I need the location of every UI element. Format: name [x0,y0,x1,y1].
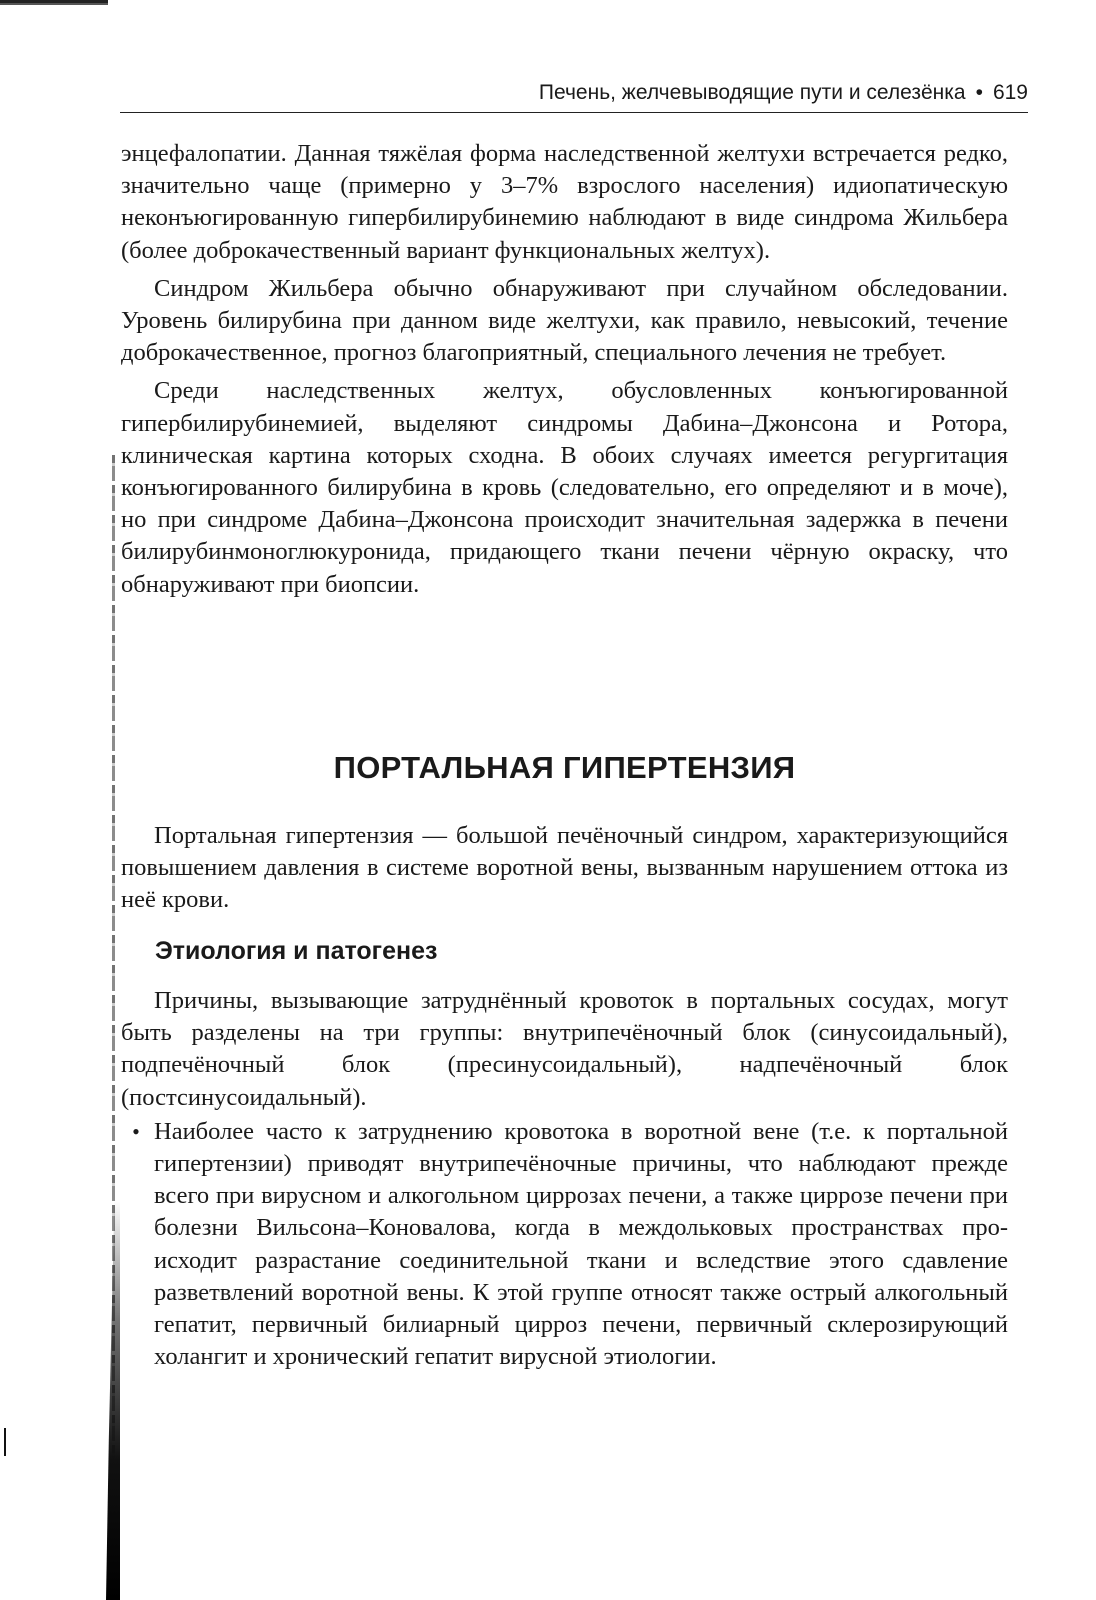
section-heading: ПОРТАЛЬНАЯ ГИПЕРТЕНЗИЯ [333,750,796,785]
paragraph-dubin-johnson: Среди наследственных желтух, обусловленных конъюгированной гипербилирубинемией, выделяют синдромы Дабина–Джонсона и Ротора, клиническая картина которых сходна. В обоих случаях имеется регургитация конъюгированного билирубина в кровь (следовательно, его определяют и в моче), но при синдроме Дабина–Джонсона происходит значительная задержка в печени билирубинмоноглюкуронида, придающего ткани печени чёрную окраску, что обнаруживают при биопсии. [121,377,1008,598]
section-definition-block [121,820,1008,917]
list-item-text: Наиболее часто к затруднению кровотока в воротной вене (т.е. к портальной гипертензии) приводят внутрипечёночные причины, что наблюдают прежде всего при вирусном и алкогольном циррозах печени, а также циррозе печени при болезни Вильсона–Коновалова, когда в междольковых пространствах происходит разрастание соединительной ткани и вследствие этого сдавление разветвлений воротной вены. К этой группе относят также острый алкогольный гепатит, первичный билиарный цирроз печени, первичный склерозирующий холангит и хронический гепатит вирусной этиологии. [154,1117,1008,1371]
scan-edge-artifact [0,0,108,8]
paragraph-continuation: энцефалопатии. Данная тяжёлая форма наследственной желтухи встречается редко, значительно чаще (примерно у 3–7% взрослого населения) идиопатическую неконъюгированную гипербилирубинемию наблюдают в виде синдрома Жильбера (более доброкачественный вариант функциональных желтух). [121,140,1008,264]
body-text-top [121,138,1008,607]
running-head-separator: • [975,81,983,104]
scan-binding-dark-edge [106,1200,120,1600]
section-definition: Портальная гипертензия — большой печёночный синдром, характеризующийся повышением давления в системе воротной вены, вызванным нарушением оттока из неё крови. [121,822,1008,914]
paragraph-gilbert: Синдром Жильбера обычно обнаруживают при случайном обследовании. Уровень билирубина при данном виде желтухи, как правило, невысокий, течение доброкачественное, прогноз благоприятный, специального лечения не требует. [121,274,1008,367]
running-head-title: Печень, желчевыводящие пути и селезёнка [538,81,966,104]
page-number: 619 [992,81,1028,104]
subsection-intro: Причины, вызывающие затруднённый кровоток в портальных сосудах, могут быть разделены на три группы: внутрипечёночный блок (синусоидальный), подпечёночный блок (пресинусоидальный), надпечёночный блок (постсинусоидальный). [121,987,1008,1111]
subsection-heading: Этиология и патогенез [155,937,438,965]
scan-margin-mark [4,1428,6,1456]
subsection-body [121,985,1008,1373]
bullet-icon: • [132,1118,140,1144]
running-head [120,80,1028,113]
list-item [132,1116,1008,1374]
bullet-list [121,1116,1008,1374]
